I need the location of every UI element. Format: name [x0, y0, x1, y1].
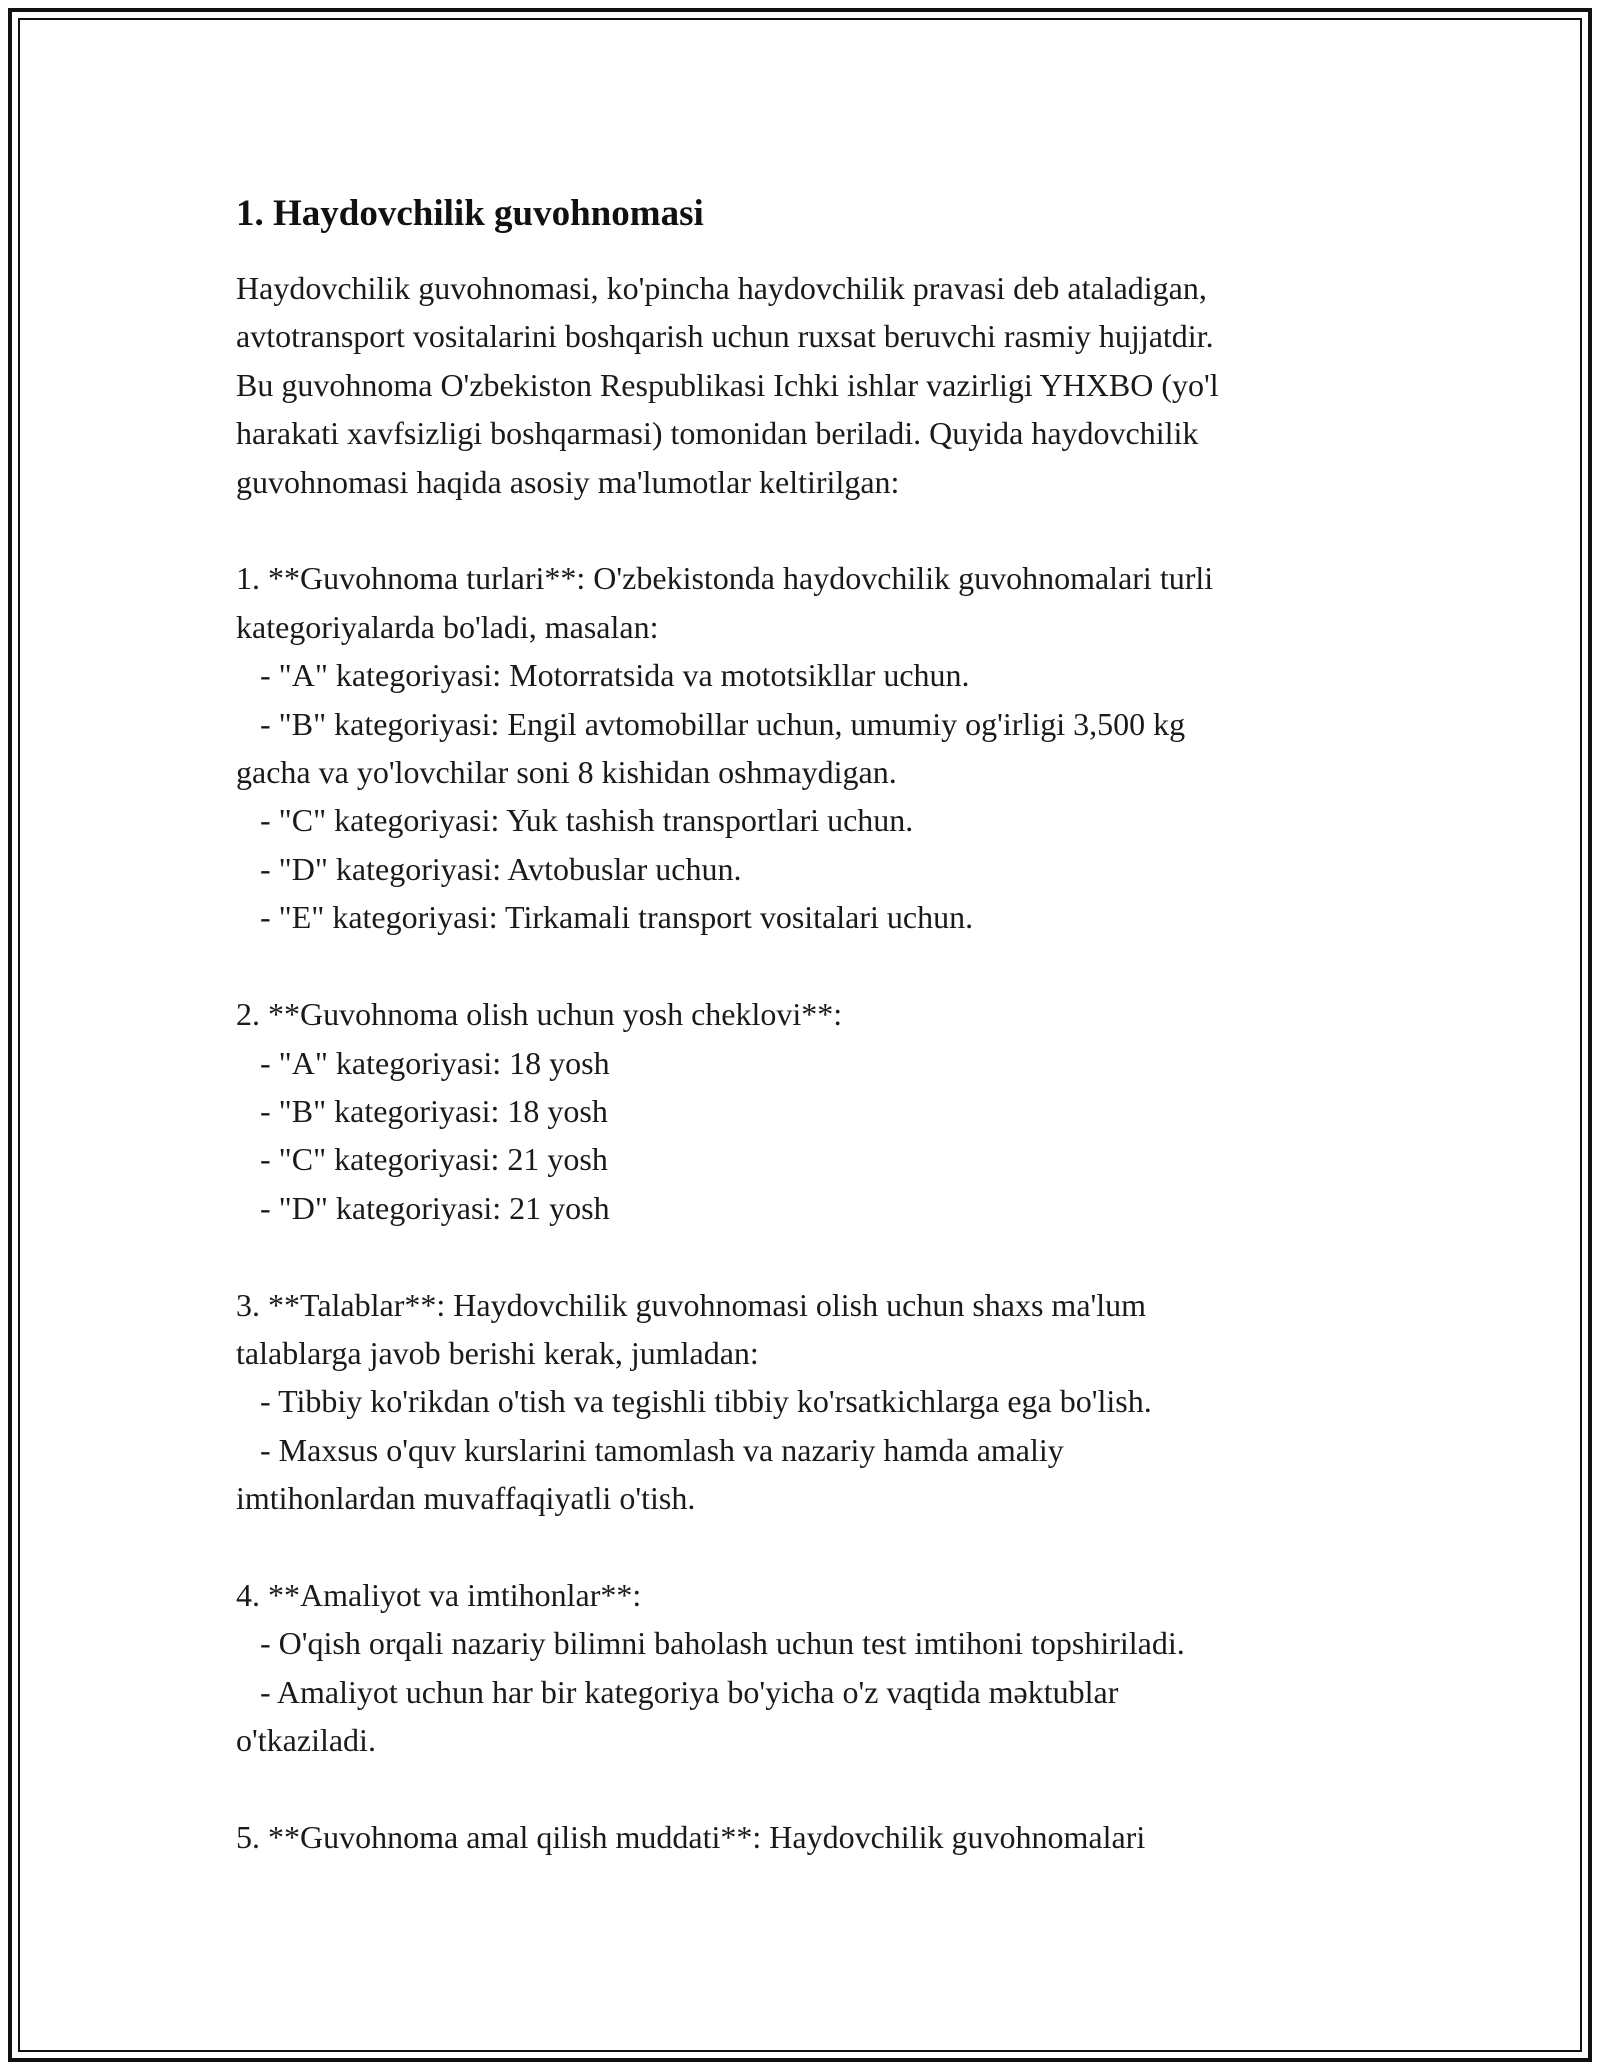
document-body: Haydovchilik guvohnomasi, ko'pincha haydovchilik pravasi deb ataladigan, avtotransport vositalarini boshqarish uchun ruxsat beruvchi rasmiy hujjatdir. Bu guvohnoma O'zbekiston Respublikasi Ichki ishlar vazirligi YHXBO (yo'l harakati xavfsizligi boshqarmasi) tomonidan beriladi. Quyida haydovchilik guvohnomasi haqida asosiy ma'lumotlar keltirilgan: 1. **Guvohnoma turlari**: O'zbekistonda haydovchilik guvohnomalari turli kategoriyalarda bo'ladi, masalan: - "A" kategoriyasi: Motorratsida va mototsikllar uchun. - "B" kategoriyasi: Engil avtomobillar uchun, umumiy og'irligi 3,500 kg gacha va yo'lovchilar soni 8 kishidan oshmaydigan. - "C" kategoriyasi: Yuk tashish transportlari uchun. - "D" kategoriyasi: Avtobuslar uchun. - "E" kategoriyasi: Tirkamali transport vositalari uchun. 2. **Guvohnoma olish uchun yosh cheklovi**: - "A" kategoriyasi: 18 yosh - "B" kategoriyasi: 18 yosh - "C" kategoriyasi: 21 yosh - "D" kategoriyasi: 21 yosh 3. **Talablar**: Haydovchilik guvohnomasi olish uchun shaxs ma'lum talablarga javob berishi kerak, jumladan: - Tibbiy ko'rikdan o'tish va tegishli tibbiy ko'rsatkichlarga ega bo'lish. - Maxsus o'quv kurslarini tamomlash va nazariy hamda amaliy imtihonlardan muvaffaqiyatli o'tish. 4. **Amaliyot va imtihonlar**: - O'qish orqali nazariy bilimni baholash uchun test imtihoni topshiriladi. - Amaliyot uchun har bir kategoriya bo'yicha o'z vaqtida məktublar o'tkaziladi. 5. **Guvohnoma amal qilish muddati**: Haydovchilik guvohnomalari: [236, 270, 1219, 1855]
document-content: [236, 190, 1376, 1861]
document-heading: 1. Haydovchilik guvohnomasi: [236, 193, 704, 234]
